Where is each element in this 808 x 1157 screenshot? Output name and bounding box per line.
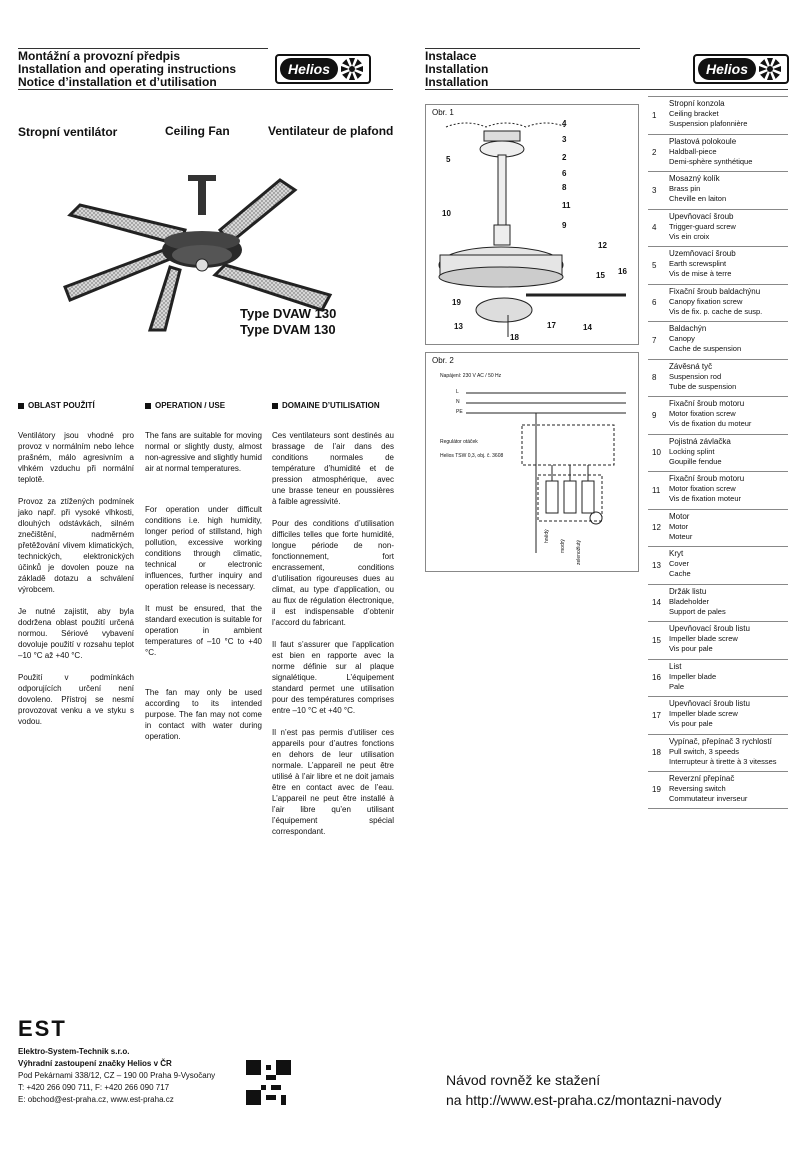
bullet-icon	[18, 403, 24, 409]
header-title-en: Installation and operating instructions	[18, 62, 237, 76]
legend-text	[666, 172, 726, 209]
legend-cz: Závěsná tyč	[669, 361, 713, 371]
paragraph: Pour des conditions d’utilisation difficiles telles que forte humidité, longue période de non-fonctionnement, fort encrassement, conditions d’utilisation rigoureuses dues au climat, au type d’application, ou au flux de régulation électronique, il est indispensable d’obtenir l’accord du fabricant.	[272, 519, 394, 627]
product-title-fr: Ventilateur de plafond	[268, 124, 394, 138]
callout: 16	[618, 267, 627, 276]
download-line-1: Návod rovněž ke stažení	[446, 1072, 601, 1088]
legend-number: 1	[652, 110, 657, 120]
legend-number: 18	[652, 748, 661, 758]
product-title-en: Ceiling Fan	[165, 124, 230, 138]
text-column-cz	[18, 430, 134, 738]
legend-number: 4	[652, 223, 657, 233]
download-line-2[interactable]: na http://www.est-praha.cz/montazni-navody	[446, 1092, 722, 1108]
legend-number: 9	[652, 410, 657, 420]
paragraph: The fans are suitable for moving normal or slightly dusty, almost non-agressive and slightly humid air at normal temperatures.	[145, 431, 262, 473]
est-logo: EST	[18, 1016, 67, 1041]
fan-logo-icon	[756, 56, 784, 82]
legend-text	[666, 697, 750, 734]
legend-fr: Cheville en laiton	[669, 194, 727, 203]
paragraph: Il n’est pas permis d’utiliser ces appareils pour d’autres fonctions en dehors de leur utilisation normale. L’appareil ne peut être utilisé à l’air libre et ne doit jamais être en contact avec de l’eau. L’appareil ne peut être installé à l’air libre qu’en utilisant l’équipement spécial correspondant.	[272, 728, 394, 836]
legend-fr: Suspension plafonnière	[669, 119, 748, 128]
legend-text	[666, 585, 726, 622]
legend-item	[648, 321, 788, 359]
legend-text	[666, 97, 747, 134]
wiring-diagram	[426, 353, 638, 571]
legend-en: Brass pin	[669, 184, 701, 193]
legend-fr: Vis de fix. p. cache de susp.	[669, 306, 763, 316]
footer-contact	[18, 1046, 215, 1106]
figure-1	[425, 104, 639, 345]
legend-fr: Vis de mise à terre	[669, 269, 732, 278]
bullet-icon	[272, 403, 278, 409]
legend-cz: Držák listu	[669, 586, 707, 596]
bullet-icon	[145, 403, 151, 409]
header-right-fr: Installation	[425, 75, 489, 89]
download-note	[446, 1070, 721, 1110]
legend-fr: Pale	[669, 681, 685, 691]
legend-en: Bladeholder	[669, 596, 710, 606]
type-dvam: Type DVAM 130	[240, 322, 336, 337]
legend-fr: Cache de suspension	[669, 344, 742, 353]
legend-text	[666, 135, 752, 172]
legend-cz: Vypínač, přepínač 3 rychlostí	[669, 736, 772, 746]
wire-label: N	[456, 399, 460, 405]
paragraph: Ventilátory jsou vhodné pro provoz v normálním nebo lehce prašném, málo agresivním a vlhkém vzduchu při normální teplotě.	[18, 431, 134, 484]
legend-cz: Plastová polokoule	[669, 136, 737, 146]
callout: 12	[598, 241, 607, 250]
wire-label: PE	[456, 409, 463, 415]
legend-cz: Reverzní přepínač	[669, 774, 735, 783]
legend-number: 16	[652, 673, 661, 683]
paragraph: Il faut s’assurer que l’application est bien en rapporte avec la norme définie sur al plaque signalétique. L’équipement standard permet une utilisation pour des températures comprises entre –10 °C et +40 °C.	[272, 640, 394, 715]
address: Pod Pekárnami 338/12, CZ – 190 00 Praha 9-Vysočany	[18, 1071, 216, 1080]
text-column-fr	[272, 430, 394, 848]
legend-fr: Vis pour pale	[669, 644, 713, 653]
callout: 6	[562, 169, 567, 178]
legend-fr: Vis ein croix	[669, 231, 710, 241]
wire-color-label: modrý	[560, 539, 566, 553]
legend-text	[666, 285, 762, 322]
legend-cz: Motor	[669, 511, 690, 521]
callout: 17	[547, 321, 556, 330]
legend-item	[648, 771, 788, 809]
legend-fr: Demi-sphère synthétique	[669, 156, 753, 166]
helios-logo	[275, 54, 371, 84]
section-heading-fr: DOMAINE D’UTILISATION	[272, 401, 380, 410]
legend-item	[648, 734, 788, 772]
legend-cz: Baldachýn	[669, 324, 707, 333]
paragraph: The fan may only be used according to its intended purpose. The fan may not come in contact with water during operation.	[145, 688, 262, 741]
legend-text	[666, 472, 744, 509]
legend-en: Ceiling bracket	[669, 109, 719, 118]
callout: 11	[562, 201, 571, 210]
header-right	[425, 50, 675, 89]
legend-en: Impeller blade	[669, 671, 717, 681]
legend-number: 15	[652, 635, 661, 645]
legend-en: Suspension rod	[669, 371, 722, 381]
exploded-view-diagram	[426, 105, 638, 344]
legend-text	[666, 622, 750, 659]
callout: 19	[452, 298, 461, 307]
legend-en: Impeller blade screw	[669, 634, 738, 643]
paragraph: Ces ventilateurs sont destinés au brassage de l’air dans des conditions normales de température d’humidité et de pression atmosphérique, avec une brasse teneur en poussières à faible agressivité.	[272, 431, 394, 506]
legend-item	[648, 584, 788, 622]
legend-text	[666, 547, 691, 584]
legend-number: 11	[652, 485, 661, 495]
paragraph: Použití v podmínkách odporujících určení není dovoleno. Přístroj se nesmí provozovat venku a ve styku s vodou.	[18, 673, 134, 726]
legend-en: Reversing switch	[669, 784, 726, 793]
paragraph: Je nutné zajistit, aby byla dodržena oblast použití určená normou. Sériové vybavení dovoluje použití v rozsahu teplot –10 °C až +40 °C.	[18, 607, 134, 660]
legend-number: 19	[652, 785, 661, 795]
legend-en: Pull switch, 3 speeds	[669, 746, 740, 756]
legend-number: 14	[652, 598, 661, 608]
legend-fr: Support de pales	[669, 606, 726, 616]
figure-1-label: Obr. 1	[432, 108, 454, 117]
callout: 5	[446, 155, 451, 164]
legend-cz: Kryt	[669, 549, 684, 558]
legend-fr: Interrupteur à tirette à 3 vitesses	[669, 756, 777, 766]
legend-text	[666, 322, 741, 359]
legend-number: 5	[652, 260, 657, 270]
legend-cz: Upevňovací šroub listu	[669, 624, 750, 633]
legend-en: Cover	[669, 559, 690, 568]
wire-label: L	[456, 389, 459, 395]
header-title-fr: Notice d’installation et d’utilisation	[18, 75, 217, 89]
legend-fr: Goupille fendue	[669, 456, 722, 466]
legend-text	[666, 360, 736, 397]
legend-fr: Tube de suspension	[669, 381, 737, 391]
paragraph: For operation under difficult conditions i.e. high humidity, longer period of stillstand, high pollution, excessive working conditions through climatic, technical or electronic influences, further inquiry and operation release is necessary.	[145, 505, 262, 591]
wire-color-label: hnědý	[544, 529, 550, 543]
legend-item	[648, 134, 788, 172]
brand-name: Helios	[698, 58, 756, 80]
legend-text	[666, 660, 716, 697]
legend-item	[648, 659, 788, 697]
callout: 2	[562, 153, 567, 162]
paragraph: It must be ensured, that the standard execution is suitable for operation in ambient temperatures of –10 °C to +40 °C.	[145, 604, 262, 657]
legend-text	[666, 247, 736, 284]
legend-fr: Vis de fixation moteur	[669, 494, 741, 503]
legend-item	[648, 471, 788, 509]
header-rule	[18, 89, 393, 90]
callout: 14	[583, 323, 592, 332]
legend-item	[648, 284, 788, 322]
legend-en: Earth screwsplint	[669, 259, 727, 268]
email-web: E: obchod@est-praha.cz, www.est-praha.cz	[18, 1095, 174, 1104]
legend-item	[648, 509, 788, 547]
figure-2-label: Obr. 2	[432, 356, 454, 365]
legend-item	[648, 246, 788, 284]
legend-en: Haldball-piece	[669, 146, 717, 156]
legend-number: 3	[652, 185, 657, 195]
legend-text	[666, 735, 777, 772]
legend-cz: Upevňovací šroub listu	[669, 699, 750, 708]
legend-item	[648, 96, 788, 134]
legend-fr: Vis pour pale	[669, 719, 713, 728]
legend-number: 6	[652, 298, 657, 308]
paragraph: Provoz za ztížených podmínek jako např. při vysoké vlhkosti, dlouhých odstávkách, silném znečištění, nadměrném přetěžování vlivem klimatických, technických, elektronických účinků je dovolen pouze na základě dotazu a schválení výrobcem.	[18, 497, 134, 594]
section-heading-en: OPERATION / USE	[145, 401, 225, 410]
header-title-cz: Montážní a provozní předpis	[18, 49, 181, 63]
legend-fr: Cache	[669, 569, 691, 578]
legend-number: 12	[652, 523, 661, 533]
legend-item	[648, 209, 788, 247]
header-left	[18, 50, 268, 89]
callout: 3	[562, 135, 567, 144]
header-right-en: Installation	[425, 62, 489, 76]
legend-number: 13	[652, 560, 661, 570]
legend-item	[648, 359, 788, 397]
legend-en: Trigger-guard screw	[669, 221, 736, 231]
legend-item	[648, 546, 788, 584]
legend-item	[648, 434, 788, 472]
legend-item	[648, 396, 788, 434]
legend-en: Motor	[669, 521, 689, 531]
legend-item	[648, 696, 788, 734]
legend-item	[648, 621, 788, 659]
legend-fr: Commutateur inverseur	[669, 794, 748, 803]
legend-en: Motor fixation screw	[669, 484, 736, 493]
callout: 9	[562, 221, 567, 230]
legend-text	[666, 397, 751, 434]
legend-cz: Mosazný kolík	[669, 174, 720, 183]
qr-code-icon	[246, 1060, 291, 1105]
callout: 10	[442, 209, 451, 218]
helios-logo	[693, 54, 789, 84]
legend-text	[666, 510, 692, 547]
legend-text	[666, 210, 736, 247]
legend-en: Motor fixation screw	[669, 409, 736, 418]
legend-cz: Uzemňovací šroub	[669, 249, 736, 258]
legend-cz: Upevňovací šroub	[669, 211, 734, 221]
legend-number: 10	[652, 448, 661, 458]
regulator-model: Helios TSW 0,3, obj. č. 3608	[440, 453, 504, 459]
legend-text	[666, 772, 747, 808]
phone: T: +420 266 090 711, F: +420 266 090 717	[18, 1083, 170, 1092]
legend-cz: Stropní konzola	[669, 99, 725, 108]
legend-fr: Vis de fixation du moteur	[669, 419, 752, 428]
parts-legend	[648, 96, 788, 809]
callout: 18	[510, 333, 519, 342]
callout: 4	[562, 119, 567, 128]
header-rule	[425, 89, 788, 90]
legend-number: 7	[652, 335, 657, 345]
section-heading-cz: OBLAST POUŽITÍ	[18, 401, 95, 410]
legend-item	[648, 171, 788, 209]
legend-cz: List	[669, 661, 682, 671]
legend-number: 8	[652, 373, 657, 383]
legend-cz: Fixační šroub motoru	[669, 399, 745, 408]
fan-logo-icon	[338, 56, 366, 82]
legend-text	[666, 435, 731, 472]
callout: 8	[562, 183, 567, 192]
legend-en: Impeller blade screw	[669, 709, 738, 718]
legend-en: Locking splint	[669, 446, 715, 456]
type-dvaw: Type DVAW 130	[240, 306, 337, 321]
header-right-cz: Instalace	[425, 49, 477, 63]
figure-2	[425, 352, 639, 572]
header-rule	[18, 48, 268, 49]
legend-cz: Fixační šroub motoru	[669, 474, 745, 483]
supply-label: Napájení: 230 V AC / 50 Hz	[440, 373, 502, 379]
legend-en: Canopy	[669, 334, 695, 343]
regulator-label: Regulátor otáček	[440, 439, 478, 445]
brand-name: Helios	[280, 58, 338, 80]
legend-cz: Pojistná závlačka	[669, 436, 731, 446]
legend-number: 17	[652, 710, 661, 720]
legend-en: Canopy fixation screw	[669, 296, 743, 306]
company-name: Elektro-System-Technik s.r.o.	[18, 1047, 130, 1056]
representation: Výhradní zastoupení značky Helios v ČR	[18, 1059, 172, 1068]
legend-cz: Fixační šroub baldachýnu	[669, 286, 761, 296]
callout: 13	[454, 322, 463, 331]
legend-number: 2	[652, 148, 657, 158]
product-title-cz: Stropní ventilátor	[18, 125, 118, 139]
wire-color-label: zelenožlutý	[576, 539, 582, 565]
callout: 15	[596, 271, 605, 280]
legend-fr: Moteur	[669, 531, 693, 541]
